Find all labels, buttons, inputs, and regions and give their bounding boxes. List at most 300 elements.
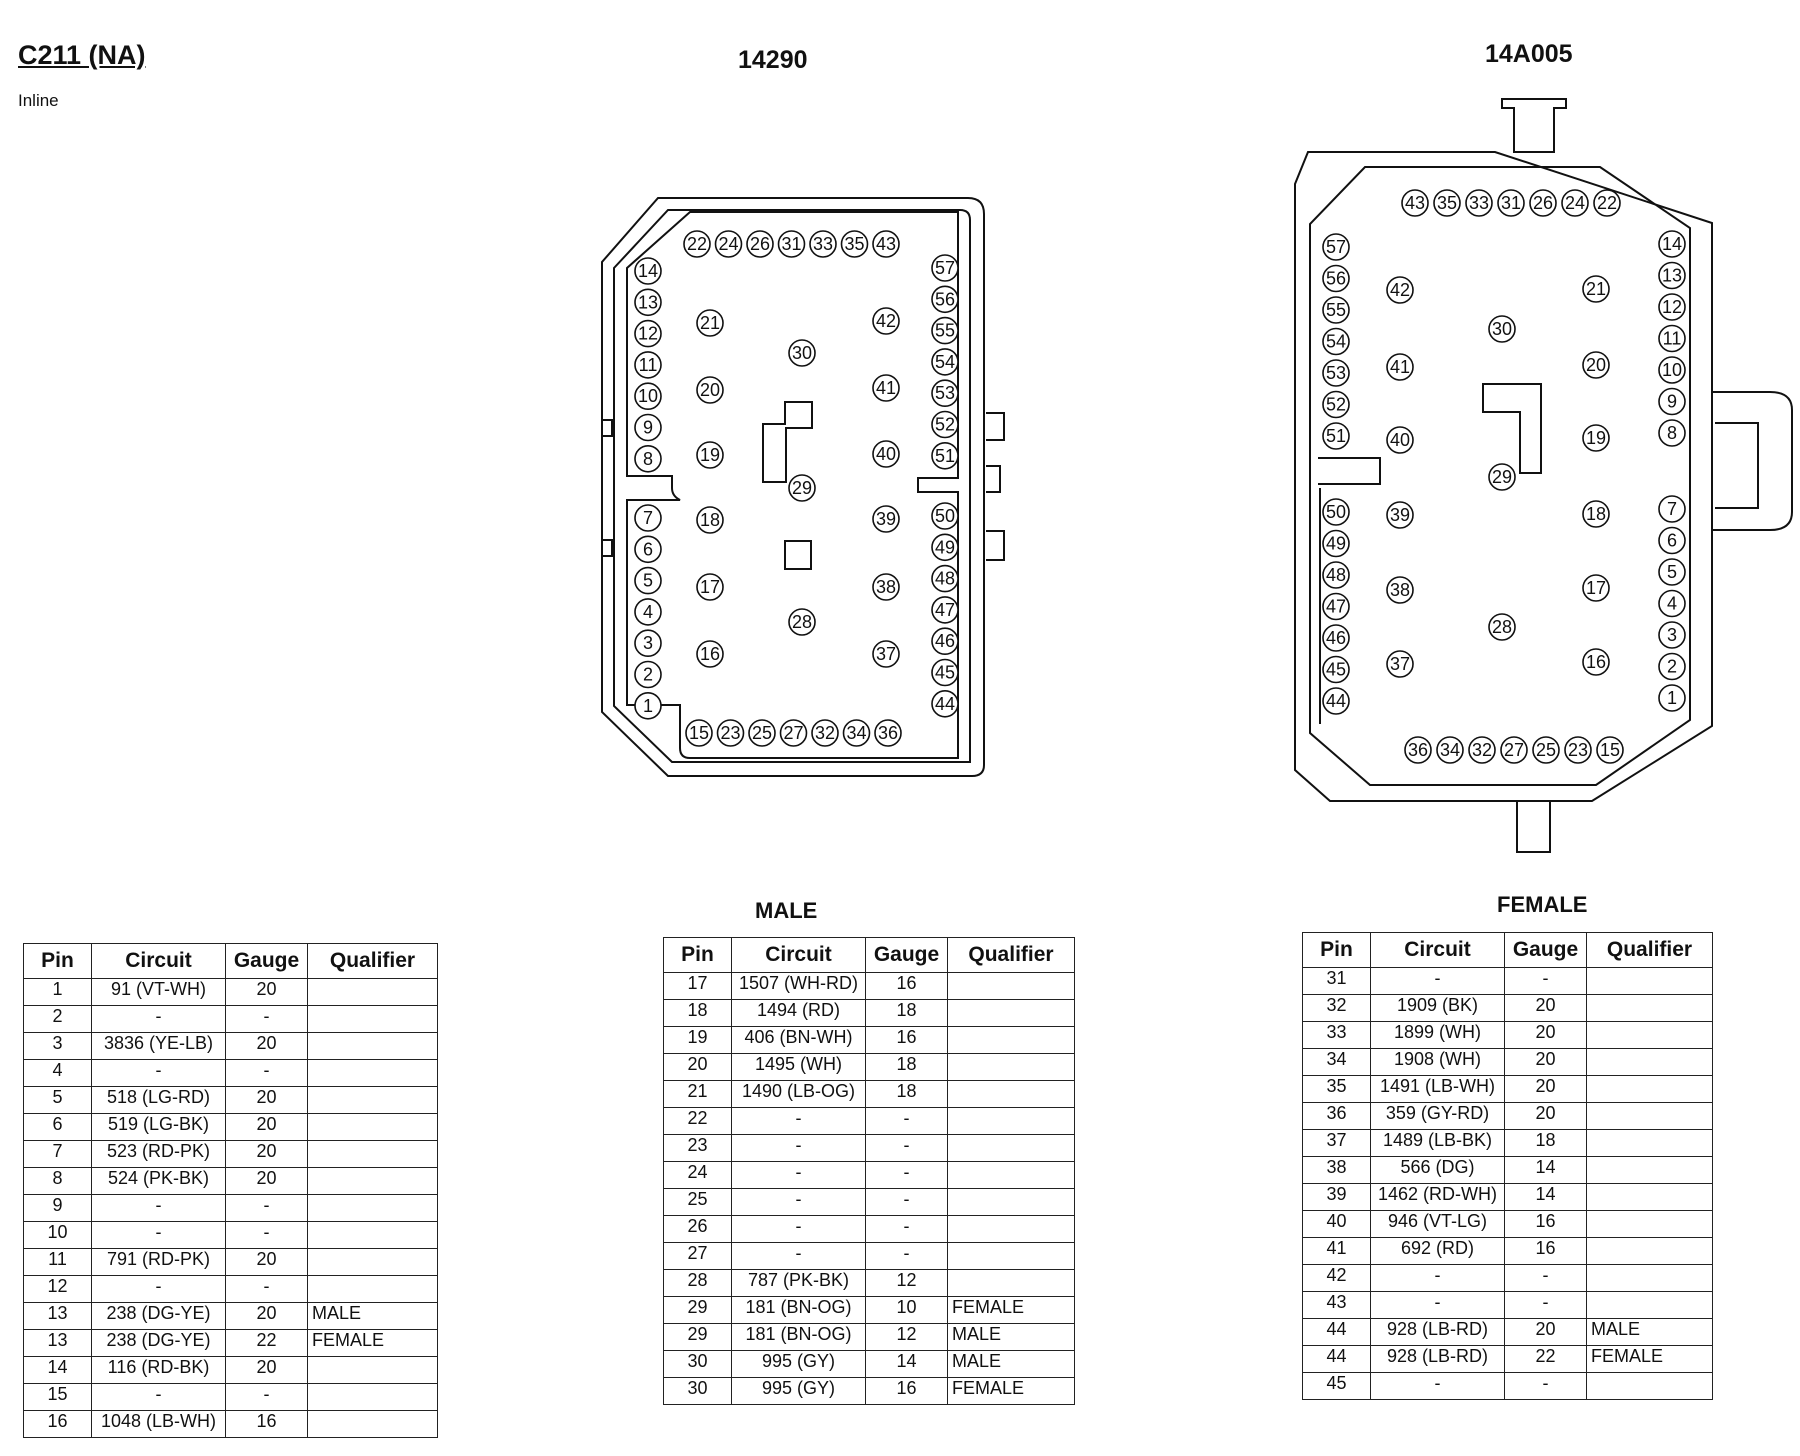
gauge-cell: 12	[866, 1324, 948, 1351]
pin-label: 17	[699, 577, 721, 597]
circuit-cell: -	[92, 1222, 226, 1249]
qualifier-cell	[308, 1384, 438, 1411]
qualifier-cell	[1587, 995, 1713, 1022]
pin-label: 42	[1389, 280, 1411, 300]
circuit-cell: 519 (LG-BK)	[92, 1114, 226, 1141]
gauge-cell: 20	[226, 1141, 308, 1168]
pin-label: 40	[1389, 430, 1411, 450]
qualifier-cell	[1587, 1211, 1713, 1238]
table-row	[1303, 1049, 1713, 1076]
pin-label: 48	[934, 568, 956, 589]
table-row	[664, 1324, 1075, 1351]
gauge-cell: 18	[866, 1000, 948, 1027]
circuit-cell: 928 (LB-RD)	[1371, 1319, 1505, 1346]
pin-cell: 21	[664, 1081, 732, 1108]
qualifier-cell	[948, 1081, 1075, 1108]
gauge-cell: 18	[1505, 1130, 1587, 1157]
table-row	[24, 1033, 438, 1060]
pin-label: 37	[875, 644, 897, 664]
pin-label: 2	[1666, 656, 1678, 677]
pin-cell: 13	[24, 1330, 92, 1357]
pin-cell: 20	[664, 1054, 732, 1081]
pin-label: 26	[1532, 193, 1554, 213]
pin-label: 16	[699, 644, 721, 664]
table-row	[664, 1243, 1075, 1270]
circuit-cell: -	[732, 1243, 866, 1270]
pin-label: 45	[934, 662, 956, 683]
column-header-circuit: Circuit	[732, 938, 866, 973]
qualifier-cell	[308, 979, 438, 1006]
pin-cell: 42	[1303, 1265, 1371, 1292]
circuit-cell: 406 (BN-WH)	[732, 1027, 866, 1054]
column-header-pin: Pin	[1303, 933, 1371, 968]
gauge-cell: 20	[226, 1168, 308, 1195]
pin-cell: 27	[664, 1243, 732, 1270]
pin-label: 28	[791, 612, 813, 632]
pin-cell: 40	[1303, 1211, 1371, 1238]
pin-label: 54	[1325, 331, 1347, 352]
pin-label: 55	[934, 320, 956, 341]
pin-label: 24	[1564, 193, 1586, 213]
qualifier-cell	[308, 1006, 438, 1033]
qualifier-cell	[1587, 1022, 1713, 1049]
pin-label: 49	[934, 537, 956, 558]
pin-label: 53	[934, 383, 956, 404]
pin-label: 15	[688, 723, 710, 743]
pin-cell: 24	[664, 1162, 732, 1189]
qualifier-cell	[1587, 1076, 1713, 1103]
table-row	[664, 1108, 1075, 1135]
qualifier-cell	[308, 1141, 438, 1168]
pin-cell: 25	[664, 1189, 732, 1216]
pin-label: 57	[934, 258, 956, 278]
table-row	[664, 973, 1075, 1000]
gauge-cell: 18	[866, 1081, 948, 1108]
pin-cell: 38	[1303, 1157, 1371, 1184]
gauge-cell: 16	[226, 1411, 308, 1438]
table-row	[1303, 1292, 1713, 1319]
table-row	[24, 1222, 438, 1249]
gauge-cell: 16	[1505, 1238, 1587, 1265]
pin-label: 30	[1491, 319, 1513, 339]
table-row	[1303, 1184, 1713, 1211]
table-row	[664, 1054, 1075, 1081]
gauge-cell: -	[866, 1243, 948, 1270]
qualifier-cell: FEMALE	[1587, 1346, 1713, 1373]
table-row	[664, 1189, 1075, 1216]
connector-type-label: Inline	[18, 91, 59, 110]
pin-table-2	[663, 937, 1075, 1405]
gauge-cell: 14	[1505, 1157, 1587, 1184]
qualifier-cell	[948, 1243, 1075, 1270]
pin-label: 25	[1535, 740, 1557, 760]
pin-cell: 18	[664, 1000, 732, 1027]
qualifier-cell	[1587, 1265, 1713, 1292]
pin-cell: 12	[24, 1276, 92, 1303]
qualifier-cell	[948, 1270, 1075, 1297]
qualifier-cell	[1587, 1130, 1713, 1157]
table-row	[1303, 1130, 1713, 1157]
table-row	[24, 979, 438, 1006]
pin-label: 48	[1325, 565, 1347, 585]
pin-label: 47	[1325, 596, 1347, 617]
qualifier-cell	[1587, 1184, 1713, 1211]
pin-label: 53	[1325, 363, 1347, 383]
gauge-cell: -	[226, 1222, 308, 1249]
pin-cell: 1	[24, 979, 92, 1006]
circuit-cell: 181 (BN-OG)	[732, 1324, 866, 1351]
pin-label: 39	[875, 509, 897, 529]
pin-cell: 3	[24, 1033, 92, 1060]
gauge-cell: -	[226, 1006, 308, 1033]
qualifier-cell	[948, 1189, 1075, 1216]
pin-label: 27	[1503, 740, 1525, 760]
pin-cell: 5	[24, 1087, 92, 1114]
column-header-pin: Pin	[664, 938, 732, 973]
gauge-cell: 22	[226, 1330, 308, 1357]
qualifier-cell: MALE	[948, 1351, 1075, 1378]
pin-label: 39	[1389, 505, 1411, 525]
gauge-cell: -	[226, 1384, 308, 1411]
column-header-qualifier: Qualifier	[948, 938, 1075, 973]
table-row	[1303, 1157, 1713, 1184]
qualifier-cell	[948, 1054, 1075, 1081]
gauge-cell: 20	[1505, 1319, 1587, 1346]
table-row	[1303, 968, 1713, 995]
circuit-cell: -	[1371, 1373, 1505, 1400]
pin-cell: 35	[1303, 1076, 1371, 1103]
table-row	[664, 1270, 1075, 1297]
pin-label: 1	[1666, 688, 1678, 708]
pin-label: 40	[875, 444, 897, 464]
pin-label: 18	[699, 510, 721, 530]
circuit-cell: -	[1371, 1292, 1505, 1319]
table-row	[24, 1141, 438, 1168]
pin-label: 17	[1585, 578, 1607, 598]
pin-label: 22	[1596, 193, 1618, 213]
column-header-gauge: Gauge	[226, 944, 308, 979]
gauge-cell: 20	[1505, 1076, 1587, 1103]
qualifier-cell	[948, 1162, 1075, 1189]
pin-label: 1	[642, 695, 654, 716]
circuit-cell: 3836 (YE-LB)	[92, 1033, 226, 1060]
table-header-row	[24, 944, 438, 979]
pin-table-3	[1302, 932, 1713, 1400]
pin-label: 38	[1389, 580, 1411, 600]
pin-label: 5	[1666, 562, 1678, 582]
circuit-cell: -	[92, 1276, 226, 1303]
gauge-cell: 20	[226, 1114, 308, 1141]
pin-label: 14	[637, 261, 659, 281]
qualifier-cell: MALE	[1587, 1319, 1713, 1346]
gauge-cell: 20	[1505, 995, 1587, 1022]
circuit-cell: 238 (DG-YE)	[92, 1330, 226, 1357]
pin-label: 41	[1389, 357, 1411, 377]
table-row	[664, 1162, 1075, 1189]
gauge-cell: -	[1505, 968, 1587, 995]
pin-cell: 11	[24, 1249, 92, 1276]
gauge-cell: -	[226, 1060, 308, 1087]
pin-label: 8	[1666, 423, 1678, 443]
column-header-circuit: Circuit	[92, 944, 226, 979]
gauge-cell: -	[1505, 1265, 1587, 1292]
qualifier-cell	[308, 1222, 438, 1249]
circuit-cell: 518 (LG-RD)	[92, 1087, 226, 1114]
gauge-cell: 16	[866, 1378, 948, 1405]
qualifier-cell	[308, 1033, 438, 1060]
pin-cell: 2	[24, 1006, 92, 1033]
pin-cell: 44	[1303, 1346, 1371, 1373]
pin-cell: 29	[664, 1297, 732, 1324]
pin-cell: 15	[24, 1384, 92, 1411]
pin-label: 6	[1666, 530, 1678, 551]
pin-label: 3	[1666, 625, 1678, 645]
pin-cell: 13	[24, 1303, 92, 1330]
gauge-cell: 16	[866, 973, 948, 1000]
table-row	[1303, 1211, 1713, 1238]
pin-cell: 14	[24, 1357, 92, 1384]
pin-label: 19	[699, 445, 721, 465]
table-row	[664, 1081, 1075, 1108]
pin-cell: 6	[24, 1114, 92, 1141]
qualifier-cell	[1587, 1373, 1713, 1400]
pin-cell: 8	[24, 1168, 92, 1195]
table-row	[24, 1249, 438, 1276]
pin-label: 34	[846, 723, 867, 743]
pin-label: 26	[749, 234, 771, 254]
gauge-cell: -	[1505, 1373, 1587, 1400]
pin-label: 43	[875, 234, 897, 254]
table-row	[664, 1378, 1075, 1405]
pin-table-1	[23, 943, 438, 1438]
table-row	[664, 1000, 1075, 1027]
table-row	[24, 1087, 438, 1114]
pin-cell: 43	[1303, 1292, 1371, 1319]
pin-label: 7	[1666, 499, 1678, 519]
pin-cell: 19	[664, 1027, 732, 1054]
circuit-cell: 791 (RD-PK)	[92, 1249, 226, 1276]
table-row	[24, 1357, 438, 1384]
pin-label: 45	[1325, 659, 1347, 680]
pin-label: 14	[1661, 234, 1683, 254]
pin-label: 44	[1325, 691, 1347, 711]
table-row	[1303, 1238, 1713, 1265]
female-label: FEMALE	[1497, 892, 1588, 917]
gauge-cell: 20	[226, 1357, 308, 1384]
qualifier-cell: MALE	[948, 1324, 1075, 1351]
table-row	[664, 1297, 1075, 1324]
pin-label: 37	[1389, 654, 1411, 674]
pin-label: 16	[1585, 652, 1607, 672]
male-pin-group	[635, 231, 958, 746]
circuit-cell: -	[732, 1162, 866, 1189]
circuit-cell: 181 (BN-OG)	[732, 1297, 866, 1324]
circuit-cell: 116 (RD-BK)	[92, 1357, 226, 1384]
pin-label: 20	[1585, 355, 1607, 375]
qualifier-cell: FEMALE	[308, 1330, 438, 1357]
circuit-cell: -	[92, 1384, 226, 1411]
pin-label: 8	[642, 448, 654, 469]
pin-cell: 16	[24, 1411, 92, 1438]
qualifier-cell	[308, 1114, 438, 1141]
pin-label: 3	[642, 633, 654, 654]
circuit-cell: 787 (PK-BK)	[732, 1270, 866, 1297]
qualifier-cell	[1587, 1292, 1713, 1319]
pin-cell: 34	[1303, 1049, 1371, 1076]
pin-label: 31	[1500, 193, 1522, 213]
table-row	[24, 1411, 438, 1438]
pin-label: 11	[638, 354, 658, 375]
column-header-qualifier: Qualifier	[1587, 933, 1713, 968]
table-row	[24, 1168, 438, 1195]
page-title: C211 (NA)	[18, 40, 146, 70]
column-header-qualifier: Qualifier	[308, 944, 438, 979]
pin-label: 36	[877, 723, 899, 743]
pin-cell: 33	[1303, 1022, 1371, 1049]
pin-label: 51	[934, 445, 956, 466]
table-row	[1303, 1076, 1713, 1103]
table-row	[664, 1216, 1075, 1243]
pin-cell: 30	[664, 1351, 732, 1378]
pin-cell: 7	[24, 1141, 92, 1168]
circuit-cell: -	[1371, 1265, 1505, 1292]
qualifier-cell	[1587, 1049, 1713, 1076]
table-row	[24, 1276, 438, 1303]
gauge-cell: 20	[226, 1033, 308, 1060]
table-header-row	[1303, 933, 1713, 968]
female-pin-group	[1323, 190, 1685, 763]
pin-cell: 32	[1303, 995, 1371, 1022]
circuit-cell: -	[92, 1060, 226, 1087]
pin-label: 34	[1439, 740, 1461, 760]
qualifier-cell	[948, 1216, 1075, 1243]
pin-label: 56	[934, 289, 956, 310]
pin-label: 7	[642, 508, 654, 528]
pin-cell: 30	[664, 1378, 732, 1405]
pin-label: 41	[875, 378, 897, 398]
circuit-cell: 1495 (WH)	[732, 1054, 866, 1081]
pin-cell: 17	[664, 973, 732, 1000]
qualifier-cell	[1587, 968, 1713, 995]
table-row	[1303, 1319, 1713, 1346]
pin-label: 23	[720, 723, 741, 743]
qualifier-cell	[308, 1249, 438, 1276]
gauge-cell: -	[226, 1195, 308, 1222]
gauge-cell: 14	[1505, 1184, 1587, 1211]
pin-label: 2	[642, 664, 654, 685]
pin-label: 9	[642, 417, 654, 438]
pin-label: 42	[875, 311, 897, 331]
circuit-cell: -	[92, 1006, 226, 1033]
pin-label: 49	[1325, 533, 1347, 554]
qualifier-cell	[948, 1027, 1075, 1054]
circuit-cell: 692 (RD)	[1371, 1238, 1505, 1265]
pin-label: 32	[814, 723, 836, 743]
qualifier-cell: FEMALE	[948, 1378, 1075, 1405]
pin-label: 11	[1662, 328, 1682, 349]
table-row	[24, 1303, 438, 1330]
qualifier-cell: MALE	[308, 1303, 438, 1330]
male-label: MALE	[755, 898, 818, 923]
pin-label: 25	[751, 723, 773, 743]
gauge-cell: -	[866, 1216, 948, 1243]
pin-label: 36	[1407, 740, 1429, 760]
gauge-cell: 10	[866, 1297, 948, 1324]
circuit-cell: 995 (GY)	[732, 1351, 866, 1378]
circuit-cell: 1491 (LB-WH)	[1371, 1076, 1505, 1103]
pin-label: 4	[1666, 593, 1678, 614]
table-row	[24, 1114, 438, 1141]
circuit-cell: 1507 (WH-RD)	[732, 973, 866, 1000]
pin-label: 20	[699, 380, 721, 400]
pin-label: 10	[637, 386, 659, 407]
pin-label: 15	[1599, 740, 1621, 760]
qualifier-cell	[308, 1060, 438, 1087]
pin-cell: 22	[664, 1108, 732, 1135]
circuit-cell: 928 (LB-RD)	[1371, 1346, 1505, 1373]
table-row	[24, 1195, 438, 1222]
gauge-cell: -	[866, 1162, 948, 1189]
table-row	[24, 1384, 438, 1411]
table-header-row	[664, 938, 1075, 973]
gauge-cell: 20	[226, 1249, 308, 1276]
pin-label: 29	[791, 478, 813, 498]
table-row	[1303, 1346, 1713, 1373]
pin-label: 18	[1585, 504, 1607, 524]
circuit-cell: -	[1371, 968, 1505, 995]
circuit-cell: -	[92, 1195, 226, 1222]
pin-cell: 28	[664, 1270, 732, 1297]
circuit-cell: 995 (GY)	[732, 1378, 866, 1405]
pin-label: 12	[1661, 297, 1683, 317]
gauge-cell: 16	[866, 1027, 948, 1054]
pin-label: 10	[1661, 360, 1683, 380]
gauge-cell: 20	[226, 1087, 308, 1114]
table-row	[24, 1330, 438, 1357]
pin-cell: 10	[24, 1222, 92, 1249]
gauge-cell: -	[866, 1135, 948, 1162]
circuit-cell: 1899 (WH)	[1371, 1022, 1505, 1049]
pin-cell: 44	[1303, 1319, 1371, 1346]
pin-label: 35	[1436, 193, 1458, 213]
qualifier-cell	[308, 1195, 438, 1222]
pin-label: 19	[1585, 428, 1607, 448]
circuit-cell: 566 (DG)	[1371, 1157, 1505, 1184]
gauge-cell: -	[866, 1108, 948, 1135]
qualifier-cell	[948, 1000, 1075, 1027]
qualifier-cell	[1587, 1157, 1713, 1184]
qualifier-cell	[1587, 1238, 1713, 1265]
pin-label: 57	[1325, 237, 1347, 257]
table-row	[24, 1060, 438, 1087]
pin-label: 43	[1404, 193, 1426, 213]
pin-cell: 31	[1303, 968, 1371, 995]
pin-label: 6	[642, 539, 654, 560]
circuit-cell: 1908 (WH)	[1371, 1049, 1505, 1076]
circuit-cell: -	[732, 1135, 866, 1162]
pin-label: 38	[875, 577, 897, 597]
table-row	[664, 1351, 1075, 1378]
circuit-cell: -	[732, 1108, 866, 1135]
pin-label: 52	[1325, 394, 1347, 415]
column-header-gauge: Gauge	[866, 938, 948, 973]
pin-label: 50	[1325, 502, 1347, 522]
pin-cell: 29	[664, 1324, 732, 1351]
qualifier-cell	[308, 1357, 438, 1384]
pin-label: 55	[1325, 300, 1347, 320]
qualifier-cell	[948, 1135, 1075, 1162]
circuit-cell: -	[732, 1189, 866, 1216]
